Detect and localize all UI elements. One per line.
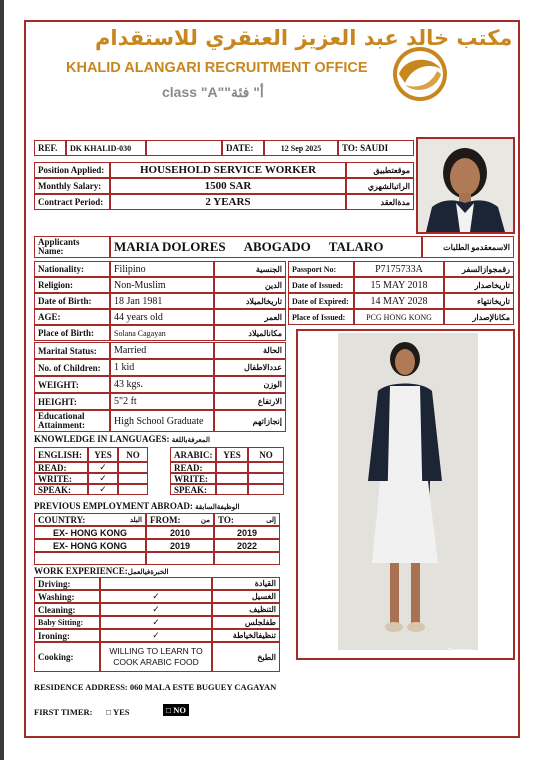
children-value: 1 kid <box>110 359 214 376</box>
employment-from-header: FROM: من <box>146 513 214 526</box>
cooking-arabic: الطبخ <box>212 642 280 672</box>
age-label: AGE: <box>34 309 110 325</box>
middle-name: ABOGADO <box>243 239 311 254</box>
height-label: HEIGHT: <box>34 393 110 410</box>
contract-label: Contract Period: <box>34 194 110 210</box>
age-value: 44 years old <box>110 309 214 325</box>
position-value: HOUSEHOLD SERVICE WORKER <box>110 162 346 178</box>
arabic-speak-label: SPEAK: <box>170 484 216 495</box>
english-speak-label: SPEAK: <box>34 484 88 495</box>
employment-row-3-from <box>146 552 214 565</box>
arabic-speak-yes <box>216 484 248 495</box>
height-value: 5"2 ft <box>110 393 214 410</box>
washing-arabic: الغسيل <box>212 590 280 603</box>
employment-country-header: COUNTRY: البلد <box>34 513 146 526</box>
dob-label: Date of Birth: <box>34 293 110 309</box>
ref-blank <box>146 140 222 156</box>
english-speak-no <box>118 484 148 495</box>
company-name-arabic: مكتب خالد عبد العزيز العنقري للاستقدام <box>95 26 513 50</box>
position-arabic: موقعتطبيق <box>346 162 414 178</box>
cleaning-arabic: التنظيف <box>212 603 280 616</box>
babysitting-label: Baby Sitting: <box>34 616 100 629</box>
religion-arabic: الدين <box>214 277 286 293</box>
english-no-header: NO <box>118 447 148 462</box>
date-value: 12 Sep 2025 <box>264 140 338 156</box>
ref-label: REF. <box>34 140 66 156</box>
employment-row-3-to <box>214 552 280 565</box>
dob-arabic: تاريخالميلاد <box>214 293 286 309</box>
cooking-label: Cooking: <box>34 642 100 672</box>
full-body-photo <box>296 329 515 660</box>
nationality-arabic: الجنسية <box>214 261 286 277</box>
employment-row-2-from: 2019 <box>146 539 214 552</box>
salary-arabic: الراتبالشهري <box>346 178 414 194</box>
english-speak-tick: ✓ <box>88 484 118 495</box>
english-write-tick: ✓ <box>88 473 118 484</box>
employment-to-header: TO: إلى <box>214 513 280 526</box>
passport-no-value: P7175733A <box>354 261 444 277</box>
arabic-write-label: WRITE: <box>170 473 216 484</box>
passport-place-arabic: مكانالإصدار <box>444 309 514 325</box>
ref-value: DK KHALID-030 <box>66 140 146 156</box>
english-read-tick: ✓ <box>88 462 118 473</box>
babysitting-arabic: طفلجلس <box>212 616 280 629</box>
cooking-line-2: COOK ARABIC FOOD <box>113 657 199 667</box>
first-name: MARIA DOLORES <box>114 239 226 254</box>
marital-value: Married <box>110 342 214 359</box>
cooking-value <box>100 642 212 672</box>
passport-expired-label: Date of Expired: <box>288 293 354 309</box>
salary-value: 1500 SAR <box>110 178 346 194</box>
arabic-speak-no <box>248 484 284 495</box>
first-timer-yes[interactable]: □ YES <box>106 707 130 717</box>
photo-watermark: Sentimi <box>448 648 472 655</box>
date-label: DATE: <box>222 140 264 156</box>
religion-value: Non-Muslim <box>110 277 214 293</box>
employment-title: PREVIOUS EMPLOYMENT ABROAD: الوظيفةالسابقة <box>34 501 240 511</box>
company-class: class "A""أ" فئة <box>162 84 264 100</box>
employment-row-1-country: EX- HONG KONG <box>34 526 146 539</box>
driving-arabic: القيادة <box>212 577 280 590</box>
cooking-line-1: WILLING TO LEARN TO <box>109 646 203 656</box>
passport-place-value: PCG HONG KONG <box>354 309 444 325</box>
arabic-read-label: READ: <box>170 462 216 473</box>
washing-label: Washing: <box>34 590 100 603</box>
last-name: TALARO <box>328 239 384 254</box>
marital-arabic: الحالة <box>214 342 286 359</box>
cleaning-label: Cleaning: <box>34 603 100 616</box>
arabic-write-yes <box>216 473 248 484</box>
driving-value <box>100 577 212 590</box>
passport-issued-value: 15 MAY 2018 <box>354 277 444 293</box>
first-timer-no[interactable]: □ NO <box>163 704 189 716</box>
arabic-read-yes <box>216 462 248 473</box>
contract-arabic: مدةالعقد <box>346 194 414 210</box>
contract-value: 2 YEARS <box>110 194 346 210</box>
english-read-label: READ: <box>34 462 88 473</box>
english-yes-header: YES <box>88 447 118 462</box>
passport-place-label: Place of Issued: <box>288 309 354 325</box>
dob-value: 18 Jan 1981 <box>110 293 214 309</box>
passport-issued-label: Date of Issued: <box>288 277 354 293</box>
experience-title: WORK EXPERIENCE:الخبرةفيالعمل <box>34 566 169 576</box>
english-label: ENGLISH: <box>34 447 88 462</box>
english-read-no <box>118 462 148 473</box>
portrait-photo-small <box>416 137 515 234</box>
babysitting-tick: ✓ <box>100 616 212 629</box>
education-arabic: إنجازاتهم <box>214 410 286 432</box>
employment-row-1-to: 2019 <box>214 526 280 539</box>
pob-label: Place of Birth: <box>34 325 110 341</box>
children-arabic: عددالاطفال <box>214 359 286 376</box>
to-destination: TO: SAUDI <box>338 140 414 156</box>
passport-no-label: Passport No: <box>288 261 354 277</box>
position-label: Position Applied: <box>34 162 110 178</box>
passport-expired-value: 14 MAY 2028 <box>354 293 444 309</box>
left-edge-bar <box>0 0 4 760</box>
arabic-write-no <box>248 473 284 484</box>
weight-value: 43 kgs. <box>110 376 214 393</box>
ironing-arabic: تنظيفالخياطة <box>212 629 280 642</box>
employment-row-2-to: 2022 <box>214 539 280 552</box>
pob-value: Solana Cagayan <box>110 325 214 341</box>
washing-tick: ✓ <box>100 590 212 603</box>
religion-label: Religion: <box>34 277 110 293</box>
english-write-label: WRITE: <box>34 473 88 484</box>
nationality-value: Filipino <box>110 261 214 277</box>
weight-label: WEIGHT: <box>34 376 110 393</box>
passport-no-arabic: رقمجوازالسفر <box>444 261 514 277</box>
applicant-name-value <box>110 236 422 258</box>
arabic-read-no <box>248 462 284 473</box>
english-write-no <box>118 473 148 484</box>
arabic-no-header: NO <box>248 447 284 462</box>
employment-row-1-from: 2010 <box>146 526 214 539</box>
cleaning-tick: ✓ <box>100 603 212 616</box>
pob-arabic: مكانالميلاد <box>214 325 286 341</box>
ironing-tick: ✓ <box>100 629 212 642</box>
children-label: No. of Children: <box>34 359 110 376</box>
residence-address: RESIDENCE ADDRESS: 060 MALA ESTE BUGUEY CAGAYAN <box>34 682 277 692</box>
languages-title: KNOWLEDGE IN LANGUAGES: المعرفةباللغة <box>34 434 210 444</box>
employment-row-3-country <box>34 552 146 565</box>
applicant-name-arabic: الاسمعقدمو الطلبات <box>422 236 514 258</box>
education-label: Educational Attainment: <box>34 410 110 432</box>
arabic-label: ARABIC: <box>170 447 216 462</box>
employment-row-2-country: EX- HONG KONG <box>34 539 146 552</box>
first-timer-label: FIRST TIMER: <box>34 707 93 717</box>
arabic-yes-header: YES <box>216 447 248 462</box>
height-arabic: الارتفاع <box>214 393 286 410</box>
ironing-label: Ironing: <box>34 629 100 642</box>
applicant-name-label: Applicants Name: <box>34 236 110 258</box>
company-logo-icon <box>391 43 449 105</box>
passport-issued-arabic: تاريخاصدار <box>444 277 514 293</box>
marital-label: Marital Status: <box>34 342 110 359</box>
passport-expired-arabic: تاريخانتهاء <box>444 293 514 309</box>
salary-label: Monthly Salary: <box>34 178 110 194</box>
company-name-english: KHALID ALANGARI RECRUITMENT OFFICE <box>66 60 368 76</box>
weight-arabic: الوزن <box>214 376 286 393</box>
driving-label: Driving: <box>34 577 100 590</box>
education-value: High School Graduate <box>110 410 214 432</box>
age-arabic: العمر <box>214 309 286 325</box>
nationality-label: Nationality: <box>34 261 110 277</box>
